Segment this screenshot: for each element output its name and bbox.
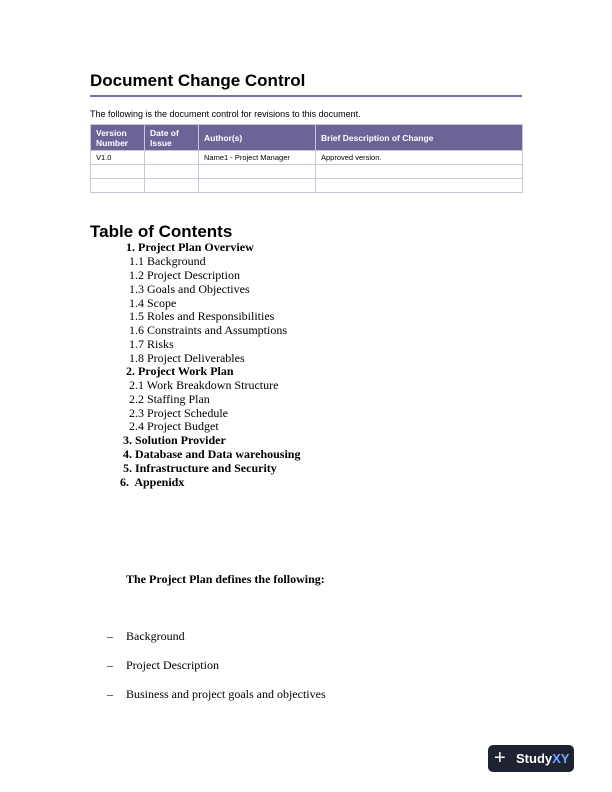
toc-item[interactable]: 2.1 Work Breakdown Structure xyxy=(129,378,279,392)
change-control-title: Document Change Control xyxy=(90,71,306,90)
table-cell xyxy=(199,165,316,179)
toc-item[interactable]: 2.2 Staffing Plan xyxy=(129,392,210,406)
list-item-text: Project Description xyxy=(126,658,219,672)
toc-item[interactable]: 5. Infrastructure and Security xyxy=(123,461,277,475)
column-header-authors: Author(s) xyxy=(199,125,316,151)
toc-item[interactable]: 2. Project Work Plan xyxy=(126,364,234,378)
table-row xyxy=(91,165,523,179)
change-control-table xyxy=(90,124,523,193)
column-header-date: Date of Issue xyxy=(145,125,199,151)
column-header-description: Brief Description of Change xyxy=(316,125,523,151)
column-header-version: Version Number xyxy=(91,125,145,151)
table-header-row xyxy=(91,125,523,151)
logo-text: StudyXY xyxy=(516,751,570,766)
dash-bullet-icon: – xyxy=(107,629,113,643)
table-cell xyxy=(316,165,523,179)
table-cell: Name1 - Project Manager xyxy=(199,151,316,165)
dash-bullet-icon: – xyxy=(107,658,113,672)
toc-item[interactable]: 3. Solution Provider xyxy=(123,433,226,447)
table-cell xyxy=(199,179,316,193)
table-row xyxy=(91,151,523,165)
table-cell xyxy=(145,165,199,179)
studyxy-logo[interactable] xyxy=(488,745,574,772)
list-item xyxy=(107,658,219,673)
toc-item[interactable]: 1.7 Risks xyxy=(129,337,174,351)
table-cell xyxy=(91,165,145,179)
table-cell: Approved version. xyxy=(316,151,523,165)
toc-title: Table of Contents xyxy=(90,222,233,241)
toc-item[interactable]: 1. Project Plan Overview xyxy=(126,240,254,254)
toc-item[interactable]: 4. Database and Data warehousing xyxy=(123,447,301,461)
toc-item[interactable]: 1.3 Goals and Objectives xyxy=(129,282,250,296)
toc-item[interactable]: 1.4 Scope xyxy=(129,296,177,310)
list-item xyxy=(107,687,326,702)
list-item-text: Business and project goals and objectives xyxy=(126,687,326,701)
table-cell xyxy=(316,179,523,193)
list-item-text: Background xyxy=(126,629,185,643)
table-row xyxy=(91,179,523,193)
table-cell: V1.0 xyxy=(91,151,145,165)
toc-item[interactable]: 1.8 Project Deliverables xyxy=(129,351,245,365)
title-divider xyxy=(90,95,522,97)
dash-bullet-icon: – xyxy=(107,687,113,701)
table-cell xyxy=(145,151,199,165)
table-cell xyxy=(145,179,199,193)
toc-item[interactable]: 1.1 Background xyxy=(129,254,206,268)
plus-icon: + xyxy=(494,747,506,769)
table-cell xyxy=(91,179,145,193)
toc-item[interactable]: 2.3 Project Schedule xyxy=(129,406,228,420)
toc-item[interactable]: 1.5 Roles and Responsibilities xyxy=(129,309,275,323)
project-plan-intro: The Project Plan defines the following: xyxy=(126,572,325,586)
change-control-intro: The following is the document control for revisions to this document. xyxy=(90,109,361,119)
list-item xyxy=(107,629,185,644)
toc-item[interactable]: 1.6 Constraints and Assumptions xyxy=(129,323,288,337)
toc-item[interactable]: 6. Appenidx xyxy=(120,475,185,489)
toc-item[interactable]: 2.4 Project Budget xyxy=(129,419,219,433)
toc-item[interactable]: 1.2 Project Description xyxy=(129,268,240,282)
